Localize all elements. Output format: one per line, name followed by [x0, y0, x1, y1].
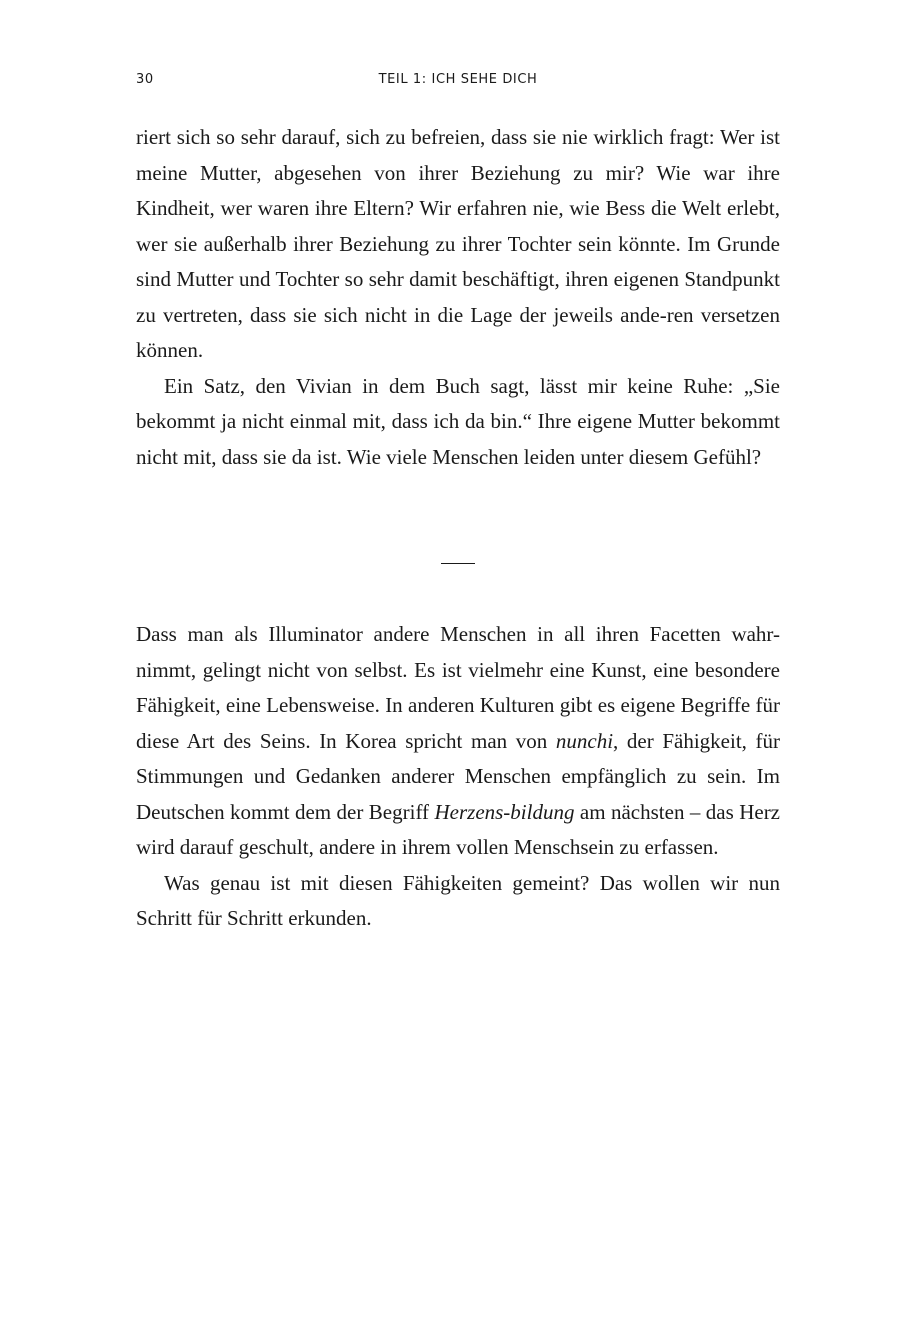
paragraph-continued: riert sich so sehr darauf, sich zu befreien, dass sie nie wirklich fragt: Wer ist meine Mutter, abgesehen von ihrer Beziehung zu mir? Wie war ihre Kindheit, wer waren ihre Eltern? Wir erfahren nie, wie Bess die Welt erlebt, wer sie außerhalb ihrer Beziehung zu ihrer Tochter sein könnte. Im Grunde sind Mutter und Tochter so sehr damit beschäftigt, ihren eigenen Standpunkt zu vertreten, dass sie sich nicht in die Lage der jeweils ande-ren versetzen können.	[136, 125, 780, 362]
paragraph-text: am nächsten – das Herz wird darauf geschult, andere in ihrem vollen Menschsein zu erfassen.	[136, 799, 781, 859]
section-title: TEIL 1: ICH SEHE DICH	[378, 72, 538, 87]
paragraph-text: Dass man als Illuminator andere Menschen in all ihren Facetten wahr-nimmt, gelingt nicht von selbst. Es ist vielmehr eine Kunst, eine besondere Fähigkeit, eine Lebensweise. In anderen Kulturen gibt es eigene Begriffe für diese Art des Seins. In Korea spricht man von	[136, 622, 780, 753]
term-nunchi: nunchi	[555, 728, 614, 753]
text-section-1	[136, 120, 780, 475]
page-number: 30	[136, 72, 154, 87]
term-herzensbildung: Herzens-bildung	[434, 799, 575, 824]
paragraph-quote: Ein Satz, den Vivian in dem Buch sagt, lässt mir keine Ruhe: „Sie bekommt ja nicht einmal mit, dass ich da bin.“ Ihre eigene Mutter bekommt nicht mit, dass sie da ist. Wie viele Menschen leiden unter diesem Gefühl?	[136, 373, 780, 469]
running-head	[136, 72, 780, 92]
paragraph-text: , der Fähigkeit, für Stimmungen und Gedanken anderer Menschen empfänglich zu sein. Im Deutschen kommt dem der Begriff	[136, 728, 780, 824]
text-section-2	[136, 617, 780, 937]
section-separator	[441, 563, 475, 564]
paragraph-closing: Was genau ist mit diesen Fähigkeiten gemeint? Das wollen wir nun Schritt für Schritt erkunden.	[136, 870, 780, 930]
paragraph-illuminator	[136, 617, 780, 866]
